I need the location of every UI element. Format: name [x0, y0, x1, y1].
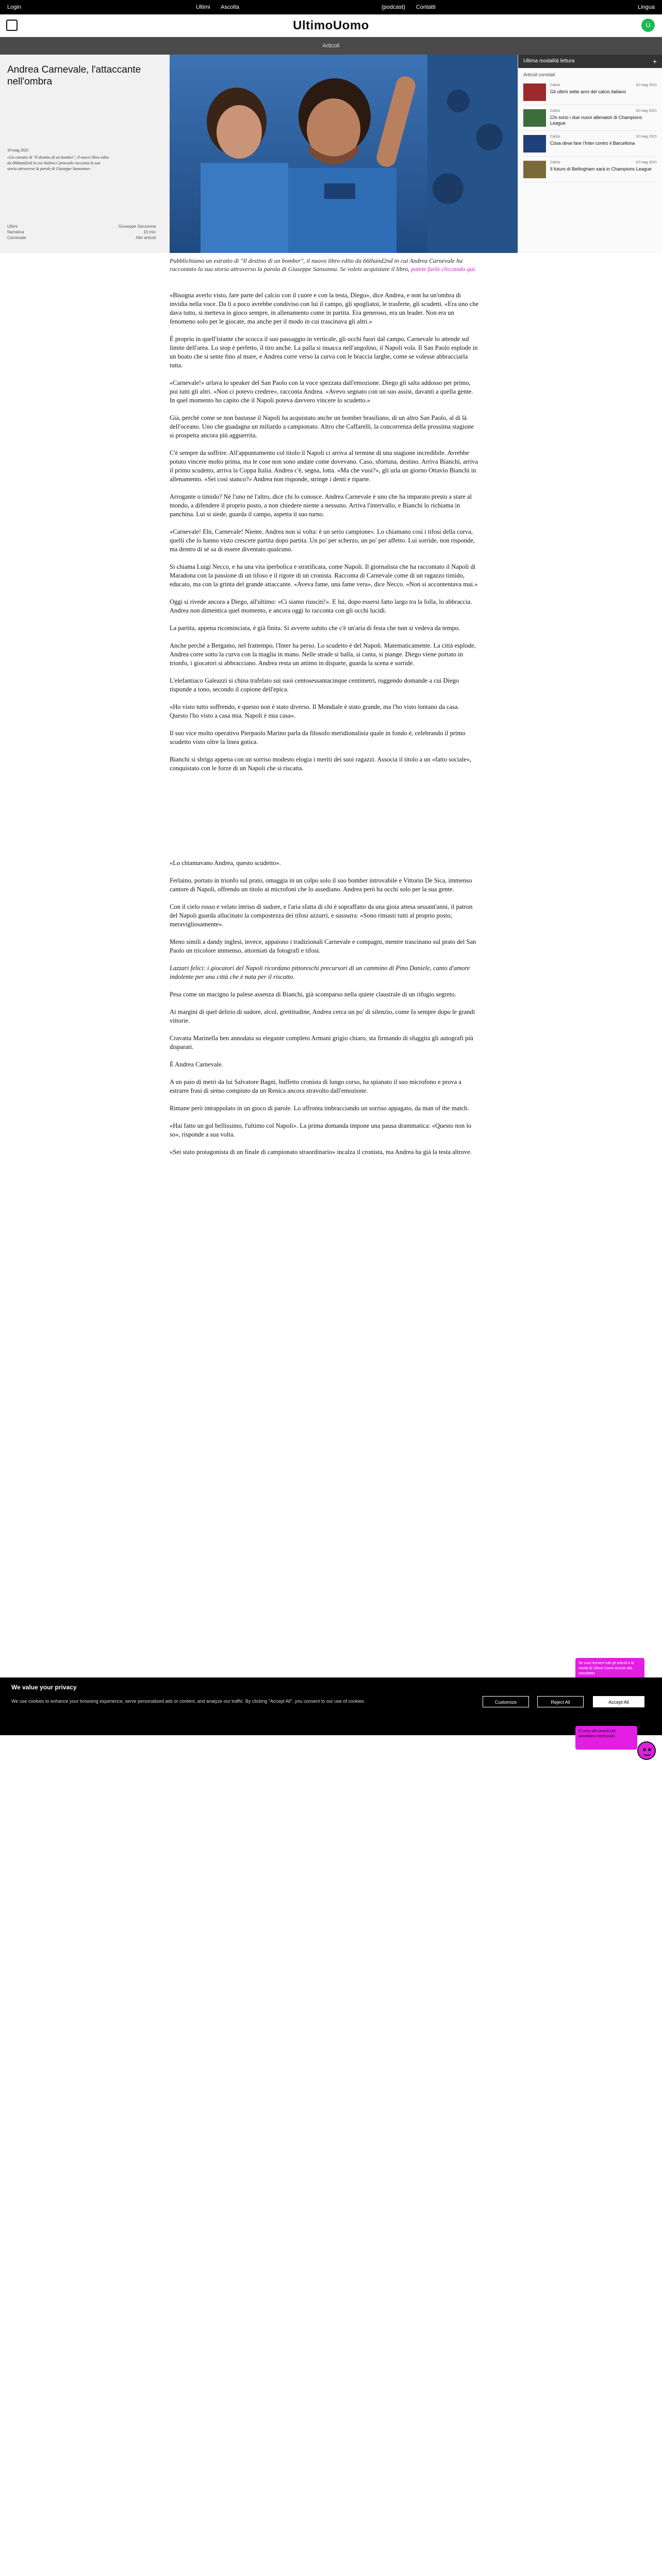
article-thumbnail[interactable] — [523, 83, 546, 101]
body-paragraph: Bianchi si sbriga appena con un sorriso modesto elogia i meriti dei suoi ragazzi. Associa il titolo a un «fatto sociale», conquistato con le forze di un Napoli che si riscatta. — [170, 756, 472, 772]
sidebar-header — [518, 55, 662, 68]
info-category[interactable]: Ultimi — [7, 224, 18, 229]
article-thumbnail[interactable] — [523, 109, 546, 127]
article-thumbnail[interactable] — [523, 161, 546, 178]
article-headline[interactable]: Il futuro di Bellingham sarà in Champions League — [550, 166, 652, 172]
body-paragraph: Anche perché a Bergamo, nel frattempo, l'Inter ha perso. Lo scudetto è del Napoli. Matematicamente. La città esplode, Andrea corre sotto la curva con la maglia in mano. Nelle strade si balla, si canta, si piange. Diego viene portato in trionfo, i giocatori si abbracciano. Andrea resta un attimo in disparte, guarda la scena e sorride. — [170, 642, 476, 667]
body-paragraph: Arrogante o timido? Né l'uno né l'altro, dice chi lo conosce. Andrea Carnevale è uno che ha imparato presto a stare al mondo, a difendere il proprio posto, a non chiedere niente a nessuno. Arriva l'intervallo, e Bianchi lo richiama in panchina. Lui si siede, guarda il campo, aspetta il suo turno. — [170, 493, 472, 518]
body-paragraph: «Carnevale! Ehi, Carnevale! Niente, Andrea non si volta: è un serio campione». Lo chiamano così i tifosi della curva, quelli che lo hanno visto crescere partita dopo partita. Un po' per scherzo, un po' per affetto. Lui sorride, non risponde, ma dentro di sé sa di essere diventato qualcuno. — [170, 528, 475, 553]
sidebar-article[interactable] — [523, 109, 657, 131]
article-headline[interactable]: Cosa deve fare l'Inter contro il Barcellona — [550, 141, 635, 146]
image-caption — [170, 257, 479, 273]
body-paragraph: Pesa come un macigno la palese assenza di Bianchi, già scomparso nella quiete claustrale di un rifugio segreto. — [170, 991, 456, 998]
article-date: 10 mag 2021 — [636, 161, 657, 164]
article-date: 10 mag 2021 — [636, 135, 657, 139]
body-paragraph: Ai margini di quel delirio di sudore, alcol, grettitudine, Andrea cerca un po' di silenzio, come fa sempre dopo le grandi vittorie. — [170, 1008, 475, 1024]
body-paragraph: «Ho visto tutto soffrendo, e questo non è stato diverso. Il Mondiale è stato grande, ma l'ho visto lontano da casa. Questo l'ho visto a casa mia. Napoli è mia casa». — [170, 703, 459, 719]
body-paragraph: Rimane però intrappolato in un gioco di parole. Lo affronta imbracciando un sorriso appagato, da man of the match. — [170, 1105, 469, 1112]
body-paragraph: Meno simili a dandy inglesi, invece, appaiono i tradizionali Carnevale e compagni, mentre trascinano sul prato del San Paolo un tricolore immenso, attorniati da fotografi e tifosi. — [170, 938, 476, 954]
body-paragraph: È proprio in quell'istante che scocca il suo passaggio in verticale, gli occhi fuori dal campo, Carnevale lo attende sul limite dell'area. Lo stop è perfetto, il tiro anche. La palla si insacca nell'angolino, il Napoli vola. Il San Paolo esplode in un boato che si sente fino al mare, e Andrea corre verso la curva con le braccia larghe, come se volesse abbracciarla tutta. — [170, 335, 478, 369]
article-category: Calcio — [550, 135, 560, 139]
info-reading-time: 10 min — [143, 230, 156, 234]
cookie-title: We value your privacy — [11, 1684, 77, 1691]
smiley-mouth-icon — [643, 1753, 651, 1756]
body-paragraph: «Hai fatto un gol bellissimo, l'ultimo col Napoli». La prima domanda impone una pausa drammatica: «Questo non lo so», risponde a sua volta. — [170, 1122, 472, 1138]
article-lead: «Un estratto di "Il destino di un bomber", il nuovo libro edito da 66thand2nd in cui Andrea Carnevale racconta la sua storia attraverso la parole di Giuseppe Sansonna» — [7, 155, 109, 171]
sidebar-article[interactable] — [523, 135, 657, 157]
body-paragraph: Oggi si rivede ancora a Diego, all'ultimo: «Ci siamo riusciti!». E lui, dopo essersi fatto largo tra la folla, lo abbraccia. Andrea non dimentica quel momento, e ancora oggi lo racconta con gli occhi lucidi. — [170, 598, 472, 614]
accept-all-button[interactable]: Accept All — [593, 1696, 644, 1707]
body-paragraph: Il suo vice molto operativo Pierpaolo Marino parla da filosofo meridionalista quale in fondo è, celebrando il primo scudetto visto oltre la linea gotica. — [170, 730, 466, 745]
article-title: Andrea Carnevale, l'attaccante nell'ombra — [7, 64, 141, 87]
newsletter-popup-text: Se vuoi ricevere tutti gli articoli e le novità di Ultimo Uomo iscriviti alla newsletter — [578, 1662, 634, 1675]
info-more[interactable]: Altri articoli — [136, 235, 156, 240]
body-paragraph: «Carnevale!» urlava lo speaker del San Paolo con la voce spezzata dall'emozione. Diego gli salta addosso per primo, poi tutti gli altri. «Non ci potevo credere», racconta Andrea. «Avevo segnato con un suo assist, davanti a quella gente. In quel momento ho capito che il Napoli poteva davvero vincere lo scudetto.» — [170, 379, 473, 404]
language-link[interactable]: Lingua — [637, 4, 655, 10]
body-paragraph: Si chiama Luigi Necco, e ha una vita iperbolica e stratificata, come Napoli. Il giornalista che ha raccontato il Napoli di Maradona con la passione di un tifoso e il rigore di un cronista. Racconta di Carnevale come di un ragazzo timido, educato, ma con la grinta del grande attaccante. «Aveva fame, una fame vera», dice Necco. «Non si accontentava mai.» — [170, 563, 478, 588]
cookie-banner — [0, 1677, 662, 1735]
plus-icon[interactable]: + — [652, 57, 657, 65]
smiley-eye-icon — [643, 1748, 646, 1751]
body-paragraph: «Sei stato protagonista di un finale di campionato straordinario» incalza il cronista, ma Andrea ha già la testa altrove. — [170, 1148, 472, 1156]
smiley-chat-button[interactable] — [637, 1741, 656, 1760]
section-bar[interactable]: Articoli — [0, 37, 662, 55]
nav-item-podcast[interactable]: (podcast) — [382, 4, 405, 10]
article-date: 10 mag 2021 — [636, 109, 657, 113]
body-paragraph: La partita, appena ricominciata, è già finita. Si avverte subito che c'è un'aria di festa che non si vedeva da tempo. — [170, 624, 460, 632]
site-logo[interactable]: UltimoUomo — [293, 19, 369, 32]
article-date: 10 mag 2021 — [7, 148, 29, 152]
info-section[interactable]: Narrativa — [7, 230, 24, 234]
body-paragraph: È Andrea Carnevale. — [170, 1061, 223, 1068]
smiley-eye-icon — [648, 1748, 651, 1751]
related-popup[interactable] — [575, 1726, 637, 1750]
article-headline[interactable]: Gli ultimi sette anni del calcio italiano — [550, 89, 626, 94]
site-header — [0, 14, 662, 37]
info-author[interactable]: Giuseppe Sansonna — [118, 224, 156, 229]
cookie-overlap-spacer — [170, 782, 479, 859]
info-tag[interactable]: Carnevale — [7, 235, 26, 240]
top-utility-bar — [0, 0, 662, 14]
article-body — [170, 291, 479, 1165]
reject-all-button[interactable]: Reject All — [537, 1696, 584, 1707]
info-right — [80, 224, 156, 241]
cookie-text: We use cookies to enhance your browsing experience, serve personalized ads or content, and analyze our traffic. By clicking "Accept All", you consent to our use of cookies. — [11, 1699, 366, 1704]
buy-book-link[interactable]: potete farlo cliccando qui. — [411, 265, 476, 273]
body-paragraph: Ferlaino, portato in trionfo sul prato, omaggia in un colpo solo il suo bomber introvabile e Vittorio De Sica, immenso cantore di Napoli, offrendo un titolo ai microfoni che lo assediano. Andrea però ha occhi solo per la sua gente. — [170, 877, 472, 893]
article-category: Calcio — [550, 83, 560, 87]
user-avatar[interactable]: U — [641, 19, 655, 32]
nav-item-contatti[interactable]: Contatti — [416, 4, 436, 10]
topbar-nav-right — [382, 4, 445, 10]
body-paragraph: «Bisogna averlo visto, fare parte del calcio con il cuore e con la testa, Diego», dice Andrea, e non ha un'ombra di invidia nella voce. Da lì a poco avrebbe condiviso con lui il campo, gli spogliatoi, le trasferte, gli scudetti. «Era uno che dava tutto, si metteva in gioco sempre, in allenamento come in partita. Era generoso, era un leader. Non era un fenomeno solo per le giocate, ma anche per il modo in cui trascinava gli altri.» — [170, 292, 479, 325]
article-info — [7, 224, 162, 241]
body-paragraph: Lazzari felici: i giocatori del Napoli ricordano pittoreschi precursori di un cammino di Pino Daniele, canto d'amore indolente per una città che è nata per il riscatto. — [170, 964, 470, 980]
customize-button[interactable]: Customize — [483, 1696, 529, 1707]
article-meta — [7, 147, 110, 172]
hero-image — [170, 55, 518, 253]
nav-item-ascolta[interactable]: Ascolta — [220, 4, 240, 10]
login-link[interactable]: Login — [7, 4, 21, 10]
body-paragraph: C'è sempre da soffrire. All'appuntamento col titolo il Napoli ci arriva al termine di una stagione incredibile. Avrebbe potuto vincere molto prima, ma le cose non sono andate come dovevano. Caso, sfortuna, destino. Arriva Bianchi, arriva il primo scudetto, arriva la Coppa Italia. Andrea c'è, segna, lotta. «Ma che vuoi?», gli urla un giorno Ottavio Bianchi in allenamento. «Sei così stanco?» Andrea non risponde, stringe i denti e riparte. — [170, 449, 478, 483]
reading-sidebar — [518, 55, 662, 253]
article-header — [0, 55, 518, 253]
article-headline[interactable]: Chi sono i due nuovi allenatori di Champions League — [550, 115, 642, 126]
body-paragraph: Già, perché come se non bastasse il Napoli ha acquistato anche un bomber brasiliano, di un altro San Paolo, al di là dell'oceano. Uno che guadagna un miliardo a campionato. Altro che Caffarelli, la concorrenza della prossima stagione si prospetta ancora più agguerrita. — [170, 414, 474, 439]
article-thumbnail[interactable] — [523, 135, 546, 152]
article-category: Calcio — [550, 109, 560, 113]
body-paragraph: L'elefantiaco Galeazzi si china trafelato sui suoi centosessantacinque centimetri, ruggendo domande a cui Diego risponde a tono, secondo il copione dell'epica. — [170, 677, 459, 693]
body-paragraph: Cravatta Marinella ben annodata su elegante completo Armani grigio chiaro, sta firmando di sfuggita gli autografi più disparati. — [170, 1035, 474, 1050]
sidebar-subtitle: Articoli correlati — [523, 72, 555, 77]
sidebar-title: Ultima modalità lettura — [523, 58, 575, 64]
info-left — [7, 224, 79, 241]
caption-text: Pubblichiamo un estratto di "Il destino di un bomber", il nuovo libro edito da 66thand2nd in cui Andrea Carnevale ha raccontato la sua storia attraverso la parola di Giuseppe Sansonna. Se volete acquistare il libro, — [170, 257, 463, 273]
article-date: 10 mag 2021 — [636, 83, 657, 87]
topbar-nav-left — [196, 4, 249, 10]
body-paragraph: A un paio di metri da lui Salvatore Bagni, buffetto cronista di lungo corso, ha spianato il suo microfono e prova a estrarre frasi di senso compiuto da un Renica ancora stravolto dall'emozione. — [170, 1078, 461, 1094]
hero-photo-illustration — [170, 55, 518, 253]
nav-item-ultimi[interactable]: Ultimi — [196, 4, 210, 10]
sidebar-article[interactable] — [523, 83, 657, 105]
sidebar-article[interactable] — [523, 161, 657, 182]
related-popup-text: Ci sono altri articoli che potrebbero interessarti — [578, 1730, 616, 1738]
article-category: Calcio — [550, 161, 560, 164]
body-paragraph: Con il cielo rosso e velato intriso di sudore, e l'aria sfatta di chi è sopraffatto da una gioia attesa sessant'anni, il patron del Napoli guarda allucinato la compostezza dei tifosi azzurri, e sussurra: «Sono rimasti tutti al proprio posto, meravigliosamente». — [170, 903, 473, 928]
body-paragraph: «Lo chiamavano Andrea, questo scudetto». — [170, 859, 281, 867]
